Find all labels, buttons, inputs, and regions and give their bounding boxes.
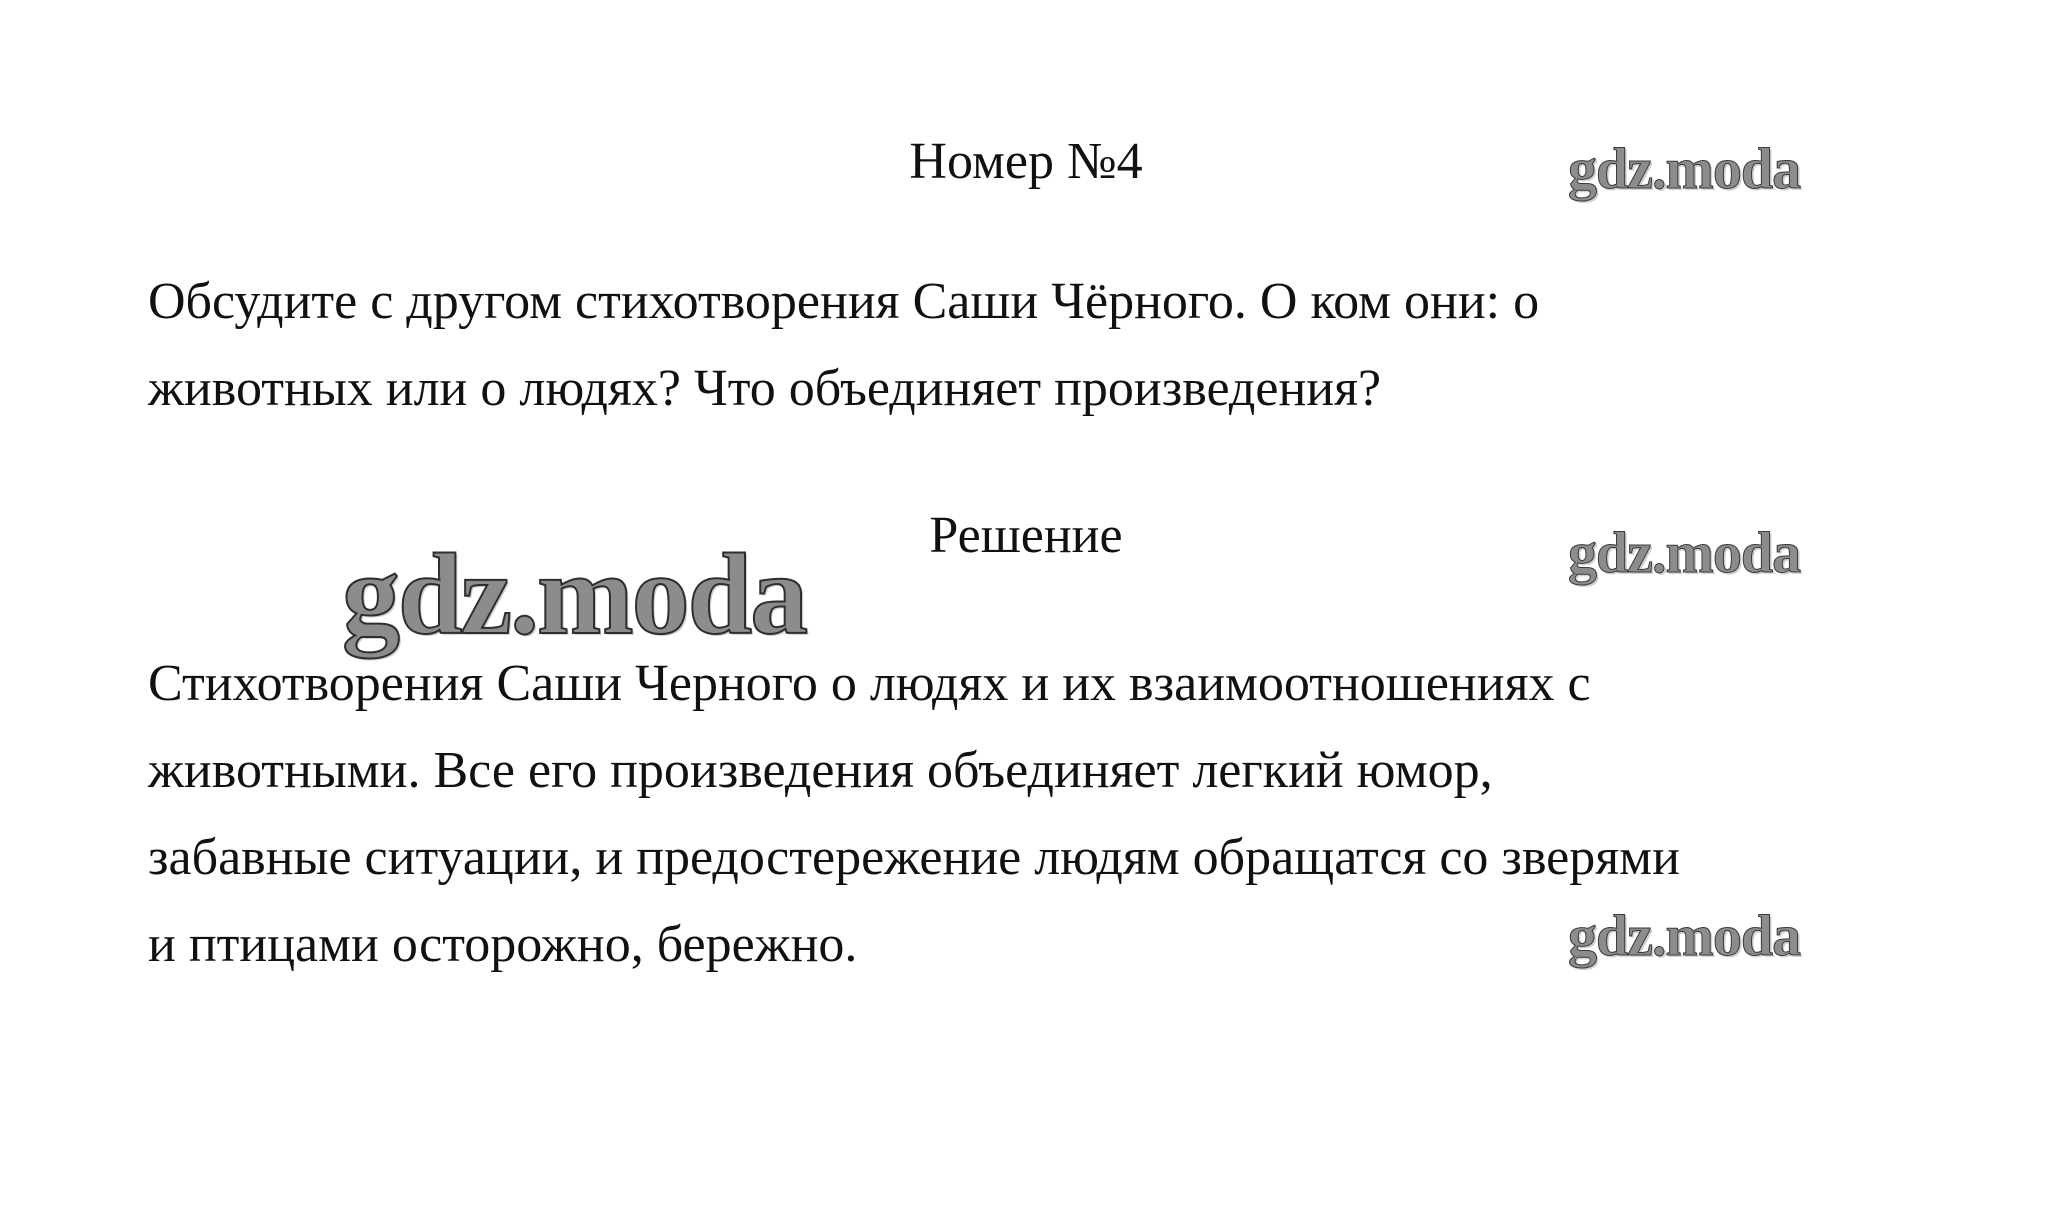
watermark-logo: gdz.moda bbox=[1568, 520, 1801, 585]
watermark-logo-large: gdz.moda bbox=[342, 531, 807, 659]
question-text bbox=[148, 258, 1938, 432]
solution-title: Решение bbox=[929, 507, 1123, 564]
answer-line: Стихотворения Саши Черного о людях и их взаимоотношениях с bbox=[148, 655, 1591, 712]
answer-line: и птицами осторожно, бережно. bbox=[148, 916, 858, 973]
question-line: животных или о людях? Что объединяет произведения? bbox=[148, 360, 1382, 417]
answer-line: животными. Все его произведения объединяет легкий юмор, bbox=[148, 742, 1493, 799]
watermark-logo: gdz.moda bbox=[1568, 136, 1801, 201]
watermark-logo: gdz.moda bbox=[1568, 903, 1801, 968]
question-line: Обсудите с другом стихотворения Саши Чёрного. О ком они: о bbox=[148, 273, 1540, 330]
answer-line: забавные ситуации, и предостережение людям обращатся со зверями bbox=[148, 829, 1680, 886]
problem-title: Номер №4 bbox=[909, 133, 1143, 190]
